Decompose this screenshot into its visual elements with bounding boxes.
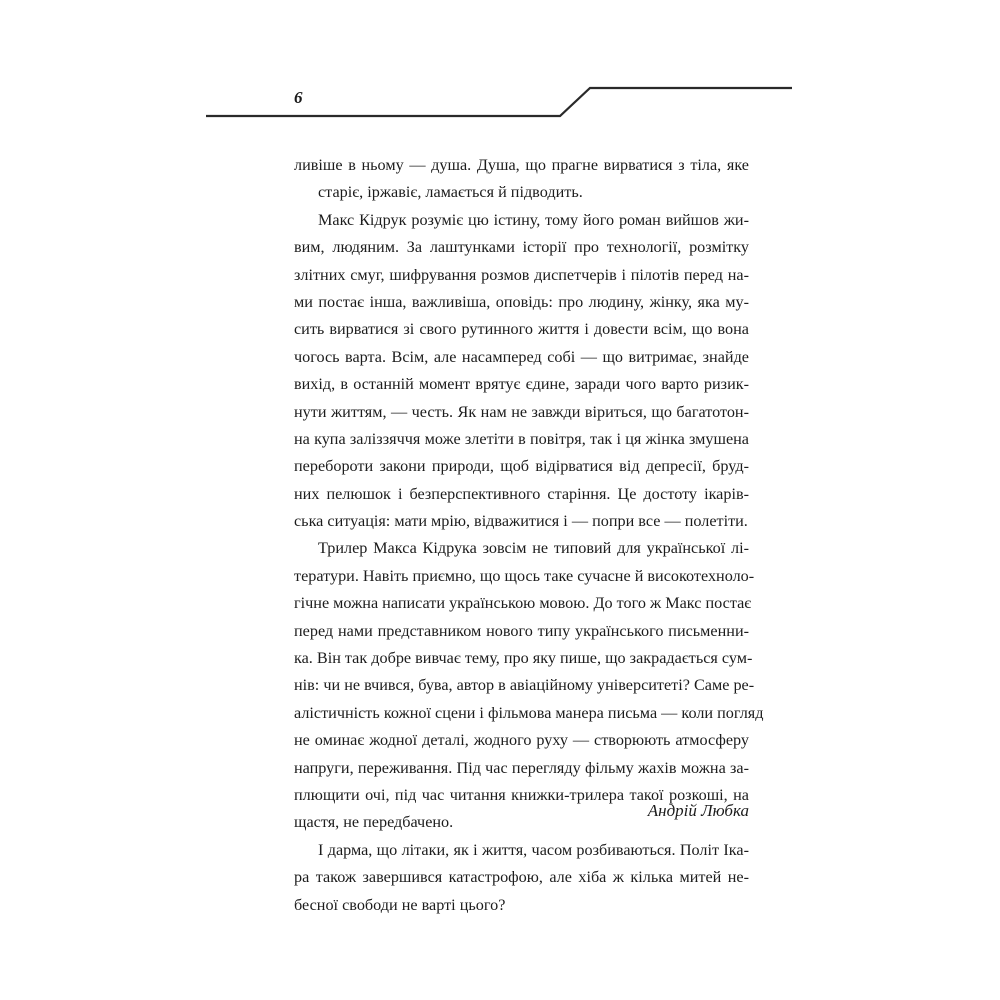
text-line: ра також завершився катастрофою, але хіба ж кілька митей не- [294,868,749,887]
text-line: старіє, іржавіє, ламається й підводить. [318,183,583,202]
text-line: ка. Він так добре вивчає тему, про яку пише, що закрадається сум- [294,649,753,668]
text-line: на купа заліззяччя може злетіти в повітря, так і ця жінка змушена [294,429,749,448]
text-line: перед нами представником нового типу українського письменни- [294,621,749,640]
header-rule [0,0,1000,130]
text-line: чогось варта. Всім, але насамперед собі — що витримає, знайде [294,347,749,366]
text-line: алістичність кожної сцени і фільмова манера письма — коли погляд [294,703,764,722]
paragraph-3 [294,535,764,836]
text-line: перебороти закони природи, щоб відірватися від депресії, бруд- [294,457,749,476]
paragraph-1 [294,152,749,207]
text-line: не оминає жодної деталі, жодного руху — створюють атмосферу [294,731,749,750]
text-line: нути життям, — честь. Як нам не завжди віриться, що багатотон- [294,402,749,421]
text-line: тератури. Навіть приємно, що щось таке сучасне й високотехноло- [294,566,755,585]
text-line: вим, людяним. За лаштунками історії про технології, розмітку [294,238,749,257]
text-line: І дарма, що літаки, як і життя, часом розбиваються. Політ Іка- [318,840,749,859]
text-line: бесної свободи не варті цього? [294,895,506,914]
text-line: плющити очі, під час читання книжки-трилера такої розкоші, на [294,785,749,804]
text-line: нів: чи не вчився, бува, автор в авіаційному університеті? Саме ре- [294,676,755,695]
text-line: ми постає інша, важливіша, оповідь: про людину, жінку, яка му- [294,292,749,311]
page-header [0,0,1000,130]
text-line: напруги, переживання. Під час перегляду фільму жахів можна за- [294,758,749,777]
text-line: гічне можна написати українською мовою. До того ж Макс постає [294,594,752,613]
text-line: сить вирватися зі свого рутинного життя і довести всім, що вона [294,320,749,339]
paragraph-4 [294,837,749,919]
text-line: ська ситуація: мати мрію, відважитися і — попри все — полетіти. [294,512,748,531]
paragraph-2 [294,207,749,536]
page-number: 6 [294,88,303,107]
author-signature: Андрій Любка [647,801,749,820]
text-line: злітних смуг, шифрування розмов диспетчерів і пілотів перед на- [294,265,749,284]
text-line: них пелюшок і безперспективного старіння. Це достоту ікарів- [294,484,749,503]
text-line: вихід, в останній момент врятує єдине, заради чого варто ризик- [294,375,749,394]
text-line: Трилер Макса Кідрука зовсім не типовий для української лі- [318,539,749,558]
text-line: Макс Кідрук розуміє цю істину, тому його роман вийшов жи- [318,210,749,229]
text-line: щастя, не передбачено. [294,813,454,832]
text-line: ливіше в ньому — душа. Душа, що прагне вирватися з тіла, яке [294,156,749,174]
